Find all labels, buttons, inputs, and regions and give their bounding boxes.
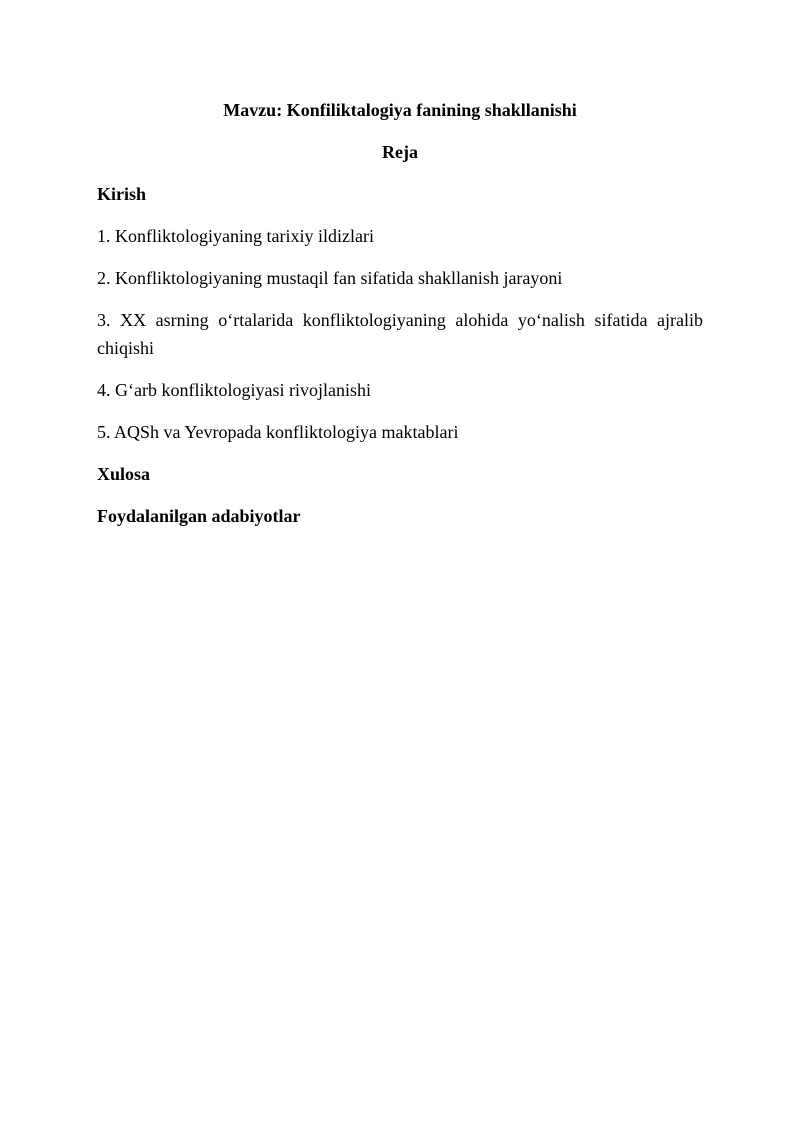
plan-item: 3. XX asrning o‘rtalarida konfliktologiyaning alohida yo‘nalish sifatida ajralib chiqishi xyxy=(97,310,703,358)
references-heading: Foydalanilgan adabiyotlar xyxy=(97,506,301,526)
plan-item: 5. AQSh va Yevropada konfliktologiya maktablari xyxy=(97,422,459,442)
document-title: Mavzu: Konfiliktalogiya fanining shakllanishi xyxy=(223,100,577,120)
plan-item: 2. Konfliktologiyaning mustaqil fan sifatida shakllanish jarayoni xyxy=(97,268,563,288)
plan-item: 4. G‘arb konfliktologiyasi rivojlanishi xyxy=(97,380,371,400)
plan-item: 1. Konfliktologiyaning tarixiy ildizlari xyxy=(97,226,374,246)
document-content xyxy=(97,96,703,544)
conclusion-heading: Xulosa xyxy=(97,464,151,484)
plan-heading: Reja xyxy=(382,142,418,162)
intro-heading: Kirish xyxy=(97,184,147,204)
